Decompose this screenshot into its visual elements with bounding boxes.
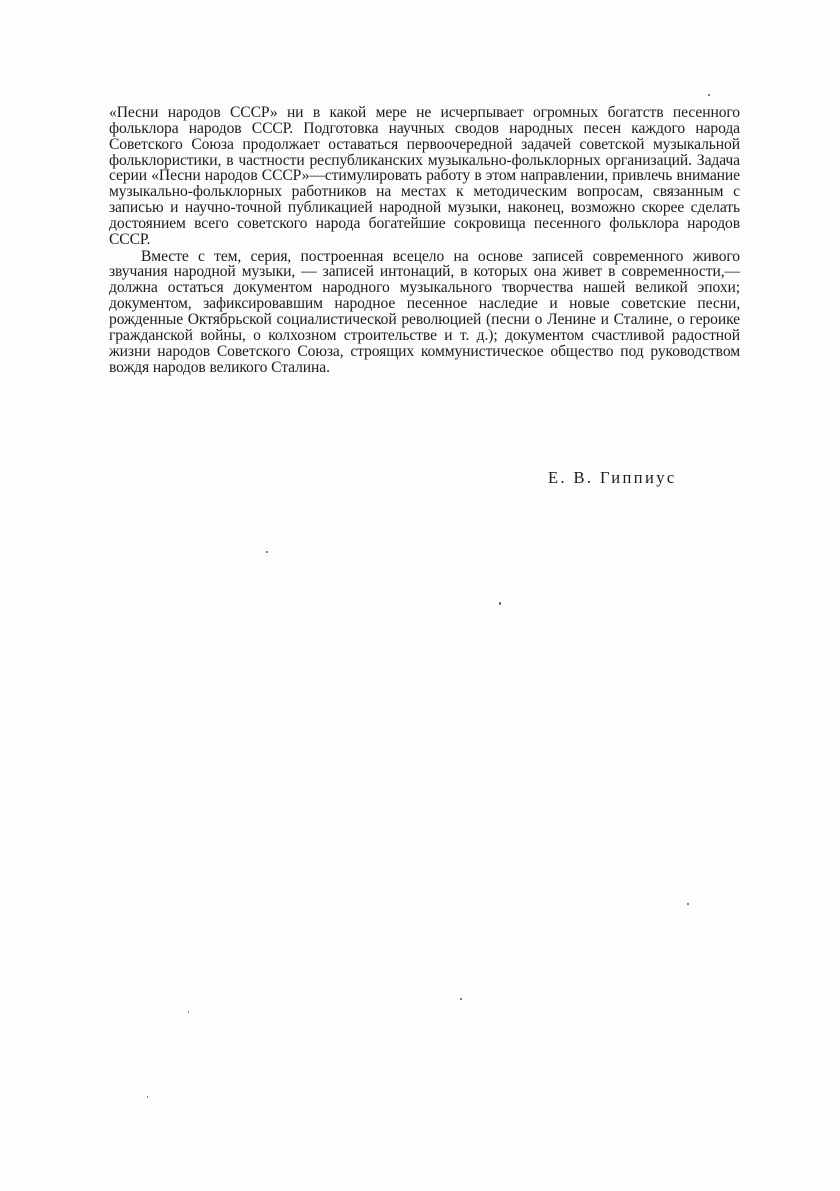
paragraph-1: «Песни народов СССР» ни в какой мере не исчерпывает огромных богатств песенного фольклора народов СССР. Подготовка научных сводов народных песен каждого народа Советского Союза продолжает оставаться первоочередной задачей советской музыкальной фольклористики, в частности республиканских музыкально-фольклорных организаций. Задача серии «Песни народов СССР»—стимулировать работу в этом направлении, привлечь внимание музыкально-фольклорных работников на местах к методическим вопросам, связанным с записью и научно-точной публикацией народной музыки, наконец, возможно скорее сделать достоянием всего советского народа богатейшие сокровища песенного фольклора народов СССР. [109,104,740,248]
scan-speck [708,94,710,96]
scan-speck [188,1011,189,1013]
paragraph-2: Вместе с тем, серия, построенная всецело на основе записей современного живого звучания народной музыки, — записей интонаций, в которых она живет в современности,—должна остаться документом народного музыкального творчества нашей великой эпохи; документом, зафиксировавшим народное песенное наследие и новые советские песни, рожденные Октябрьской социалистической революцией (песни о Ленине и Сталине, о героике гражданской войны, о колхозном строительстве и т. д.); документом счастливой радостной жизни народов Советского Союза, строящих коммунистическое общество под руководством вождя народов великого Сталина. [109,247,740,376]
scan-speck [147,1096,148,1098]
body-text [109,105,740,375]
author-signature: Е. В. Гиппиус [548,468,677,487]
scan-speck [460,998,462,1000]
scan-speck [266,551,268,553]
scan-speck [499,602,501,605]
scan-speck [687,903,689,905]
